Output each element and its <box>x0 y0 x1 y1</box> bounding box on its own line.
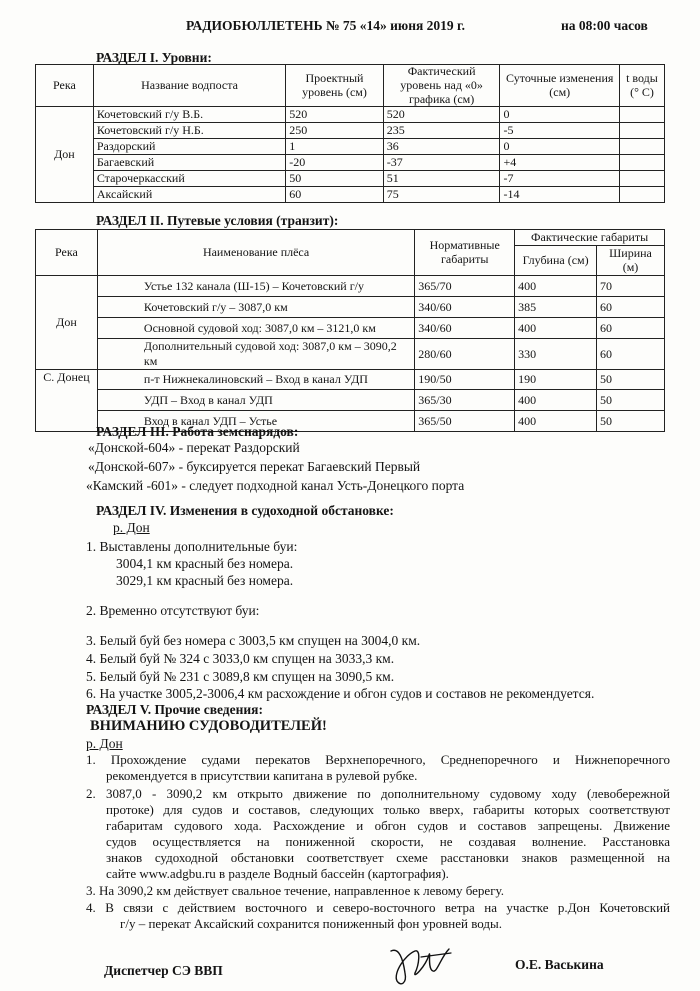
col-daily-change: Суточные изменения (см) <box>500 65 619 107</box>
notice-line: сайте www.adgbu.ru в разделе Водный бассейн (картография). <box>106 866 449 881</box>
design-level: 50 <box>286 171 383 187</box>
col-width: Ширина (м) <box>597 246 665 276</box>
daily-change: -14 <box>500 187 619 203</box>
reach-name: Вход в канал УДП – Устье <box>97 411 414 432</box>
river-cell: Дон <box>36 276 98 370</box>
reach-name: Основной судовой ход: 3087,0 км – 3121,0 км <box>97 318 414 339</box>
notice-line: габаритам судового хода. Расхождение и обгон судов и составов запрещены. Движение <box>106 818 670 833</box>
norm-value: 280/60 <box>415 339 515 370</box>
dredger-line: «Донской-607» - буксируется перекат Багаевский Первый <box>88 459 421 474</box>
signatory-name: О.Е. Васькина <box>515 957 604 972</box>
actual-level: 520 <box>383 107 500 123</box>
water-temp <box>619 107 664 123</box>
dredger-list <box>86 438 666 495</box>
table-row <box>36 297 665 318</box>
width-value: 60 <box>597 297 665 318</box>
actual-level: 75 <box>383 187 500 203</box>
norm-value: 190/50 <box>415 370 515 390</box>
attention-heading: ВНИМАНИЮ СУДОВОДИТЕЛЕЙ! <box>90 718 327 734</box>
daily-change: 0 <box>500 107 619 123</box>
notice-line: знаков судоходной обстановки соответствует схеме расстановки знаков размещенной на <box>106 850 670 865</box>
table-row <box>36 171 665 187</box>
col-river: Река <box>36 230 98 276</box>
water-temp <box>619 139 664 155</box>
table-row <box>36 276 665 297</box>
col-actual: Фактические габариты <box>515 230 665 246</box>
section4-item1: 1. Выставлены дополнительные буи: <box>86 539 298 554</box>
notice-4 <box>86 900 670 932</box>
design-level: 60 <box>286 187 383 203</box>
depth-value: 400 <box>515 411 597 432</box>
col-actual-level: Фактический уровень над «0» графика (см) <box>383 65 500 107</box>
width-value: 60 <box>597 318 665 339</box>
col-norm: Нормативные габариты <box>415 230 515 276</box>
table-row <box>36 107 665 123</box>
notice-1 <box>86 752 670 784</box>
water-temp <box>619 123 664 139</box>
notice-line: г/у – перекат Аксайский сохранится пониженный фон уровней воды. <box>120 916 502 931</box>
dredger-line: «Камский -601» - следует подходной канал Усть-Донецкого порта <box>86 478 465 493</box>
water-temp <box>619 171 664 187</box>
col-water-temp: t воды (° С) <box>619 65 664 107</box>
section4-title: РАЗДЕЛ IV. Изменения в судоходной обстановке: <box>96 503 394 518</box>
notice-line: судов осуществляется на пониженной скорости, не создавая волнение. Расстановка <box>106 834 670 849</box>
notice-line: рекомендуется в присутствии капитана в рулевой рубке. <box>106 768 418 783</box>
transit-table <box>35 229 665 432</box>
section5-title: РАЗДЕЛ V. Прочие сведения: <box>86 702 263 717</box>
reach-name: п-т Нижнекалиновский – Вход в канал УДП <box>97 370 414 390</box>
daily-change: +4 <box>500 155 619 171</box>
notice-line: 1. Прохождение судами перекатов Верхнепоречного, Среднепоречного и Нижнепоречного <box>86 752 670 767</box>
notice-3: 3. На 3090,2 км действует свальное течение, направленное к левому берегу. <box>86 883 504 898</box>
norm-value: 365/70 <box>415 276 515 297</box>
width-value: 60 <box>597 339 665 370</box>
reach-name: Дополнительный судовой ход: 3087,0 км – 3090,2 км <box>97 339 414 370</box>
section2-title: РАЗДЕЛ II. Путевые условия (транзит): <box>96 213 339 228</box>
depth-value: 385 <box>515 297 597 318</box>
col-river: Река <box>36 65 94 107</box>
handwritten-signature <box>385 943 455 989</box>
notice-line: 2. 3087,0 - 3090,2 км открыто движение по дополнительному судовому ходу (левобережной <box>86 786 670 801</box>
station-name: Багаевский <box>93 155 285 171</box>
water-temp <box>619 187 664 203</box>
bulletin-title: РАДИОБЮЛЛЕТЕНЬ № 75 «14» июня 2019 г. <box>186 18 466 33</box>
design-level: 520 <box>286 107 383 123</box>
table-row <box>36 370 665 390</box>
levels-table <box>35 64 665 203</box>
norm-value: 340/60 <box>415 297 515 318</box>
design-level: 250 <box>286 123 383 139</box>
daily-change: -7 <box>500 171 619 187</box>
daily-change: 0 <box>500 139 619 155</box>
norm-value: 340/60 <box>415 318 515 339</box>
depth-value: 400 <box>515 276 597 297</box>
reach-name: Устье 132 канала (Ш-15) – Кочетовский г/у <box>97 276 414 297</box>
river-cell: С. Донец <box>36 370 98 432</box>
table-row <box>36 339 665 370</box>
table-row <box>36 390 665 411</box>
notice-2 <box>86 786 670 882</box>
reach-name: УДП – Вход в канал УДП <box>97 390 414 411</box>
table-row <box>36 318 665 339</box>
section4-item3: 3. Белый буй без номера с 3003,5 км спущен на 3004,0 км. <box>86 633 421 648</box>
water-temp <box>619 155 664 171</box>
station-name: Кочетовский г/у Н.Б. <box>93 123 285 139</box>
norm-value: 365/50 <box>415 411 515 432</box>
section4-item5: 5. Белый буй № 231 с 3089,8 км спущен на 3090,5 км. <box>86 669 395 684</box>
section3-title: РАЗДЕЛ III. Работа земснарядов: <box>96 424 299 439</box>
section4-river: р. Дон <box>113 520 150 535</box>
section4-item4: 4. Белый буй № 324 с 3033,0 км спущен на 3033,3 км. <box>86 651 395 666</box>
station-name: Аксайский <box>93 187 285 203</box>
bulletin-time: на 08:00 часов <box>561 18 648 33</box>
depth-value: 400 <box>515 318 597 339</box>
notice-line: 4. В связи с действием восточного и северо-восточного ветра на участке р.Дон Кочетовский <box>86 900 670 915</box>
notice-line: протоке) для судов и составов, следующих только вверх, габариты которых соответствуют <box>106 802 670 817</box>
table-row <box>36 187 665 203</box>
station-name: Старочеркасский <box>93 171 285 187</box>
dredger-line: «Донской-604» - перекат Раздорский <box>88 440 300 455</box>
section5-river: р. Дон <box>86 736 123 751</box>
levels-header-row <box>36 65 665 107</box>
actual-level: 51 <box>383 171 500 187</box>
buoy-line: 3029,1 км красный без номера. <box>116 573 294 588</box>
width-value: 70 <box>597 276 665 297</box>
table-row <box>36 123 665 139</box>
section4-item6: 6. На участке 3005,2-3006,4 км расхождение и обгон судов и составов не рекомендуется. <box>86 686 595 701</box>
col-depth: Глубина (см) <box>515 246 597 276</box>
width-value: 50 <box>597 370 665 390</box>
buoy-line: 3004,1 км красный без номера. <box>116 556 294 571</box>
river-cell: Дон <box>36 107 94 203</box>
table-row <box>36 139 665 155</box>
section1-title: РАЗДЕЛ I. Уровни: <box>96 50 212 65</box>
actual-level: -37 <box>383 155 500 171</box>
daily-change: -5 <box>500 123 619 139</box>
actual-level: 235 <box>383 123 500 139</box>
transit-header-row <box>36 230 665 246</box>
depth-value: 400 <box>515 390 597 411</box>
dispatcher-label: Диспетчер СЭ ВВП <box>104 963 223 978</box>
width-value: 50 <box>597 390 665 411</box>
reach-name: Кочетовский г/у – 3087,0 км <box>97 297 414 318</box>
design-level: 1 <box>286 139 383 155</box>
table-row <box>36 155 665 171</box>
col-design-level: Проектный уровень (см) <box>286 65 383 107</box>
col-reach: Наименование плёса <box>97 230 414 276</box>
station-name: Раздорский <box>93 139 285 155</box>
station-name: Кочетовский г/у В.Б. <box>93 107 285 123</box>
section4-item2: 2. Временно отсутствуют буи: <box>86 603 260 618</box>
norm-value: 365/30 <box>415 390 515 411</box>
actual-level: 36 <box>383 139 500 155</box>
design-level: -20 <box>286 155 383 171</box>
depth-value: 190 <box>515 370 597 390</box>
width-value: 50 <box>597 411 665 432</box>
depth-value: 330 <box>515 339 597 370</box>
col-station: Название водпоста <box>93 65 285 107</box>
